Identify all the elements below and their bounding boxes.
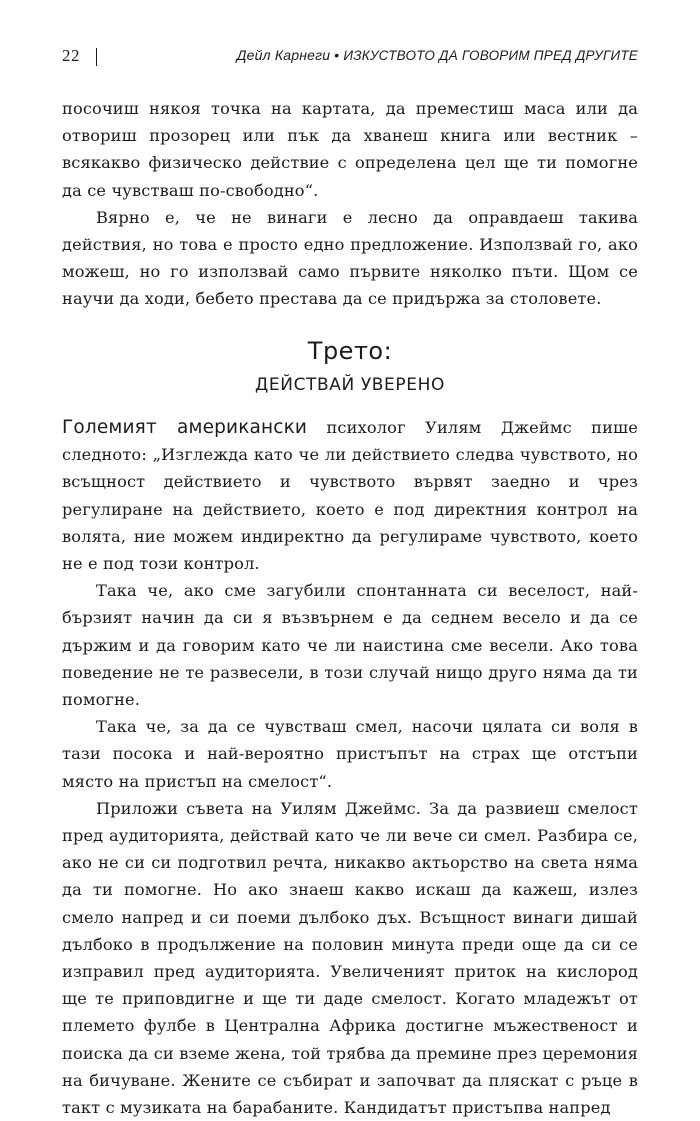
running-head-author: Дейл Карнеги (236, 47, 331, 63)
running-head-bullet: • (334, 47, 340, 63)
paragraph: Вярно е, че не винаги е лесно да оправдаеш такива действия, но това е просто едно предложение. Използвай го, ако можеш, но го използвай само първите няколко пъти. Щом се научи да ходи, бебето престава да се придържа за столовете. (62, 207, 638, 309)
paragraph: Приложи съвета на Уилям Джеймс. За да развиеш смелост пред аудиторията, действай като че ли вече си смел. Разбира се, ако не си си подготвил речта, никакво актьорство на света няма да ти помогне. Но ако знаеш какво искаш да кажеш, излез смело напред и си поеми дълбоко дъх. Всъщност винаги дишай дълбоко в продължение на половин минута преди още да си се изправил пред аудиторията. Увеличеният приток на кислород ще те приповдигне и ще ти даде смелост. Когато младежът от племето фулбе в Централна Африка достигне мъжественост и поиска да си вземе жена, той трябва да премине през церемония на бичуване. Жените се събират и започват да пляскат с ръце в такт с музиката на барабаните. Кандидатът пристъпва напред (62, 798, 638, 1118)
paragraph (62, 414, 638, 577)
top-text-block (62, 95, 638, 313)
lead-in-text: Големият американски (62, 417, 308, 438)
paragraph-text: психолог Уилям Джеймс пише следното: „Изглежда като че ли действието следва чувството, но всъщност действието и чувството вървят заедно и чрез регулиране на действието, което е под директния контрол на волята, ние можем индиректно да регулираме чувството, което не е под този контрол. (62, 418, 638, 574)
running-head (237, 47, 638, 63)
header-divider (96, 48, 97, 66)
chapter-subtitle: ДЕЙСТВАЙ УВЕРЕНО (255, 375, 445, 395)
page-number: 22 (62, 46, 80, 65)
paragraph: Така че, ако сме загубили спонтанната си веселост, най-бързият начин да си я възвърнем е да седнем весело и да се държим и да говорим като че ли наистина сме весели. Ако това поведение не те развесели, в този случай нищо друго няма да ти помогне. (62, 581, 638, 710)
paragraph: посочиш някоя точка на картата, да преместиш маса или да отвориш прозорец или пък да хванеш книга или вестник – всякакво физическо действие с определена цел ще ти помогне да се чувстваш по-свободно“. (62, 99, 638, 200)
main-text-block (62, 414, 638, 1121)
page-header (62, 46, 638, 70)
chapter-title: Трето: (307, 337, 393, 365)
paragraph: Така че, за да се чувстваш смел, насочи цялата си воля в тази посока и най-вероятно пристъпът на страх ще отстъпи място на пристъп на смелост“. (62, 717, 638, 791)
running-head-book-title: ИЗКУСТВОТО ДА ГОВОРИМ ПРЕД ДРУГИТЕ (343, 48, 638, 63)
